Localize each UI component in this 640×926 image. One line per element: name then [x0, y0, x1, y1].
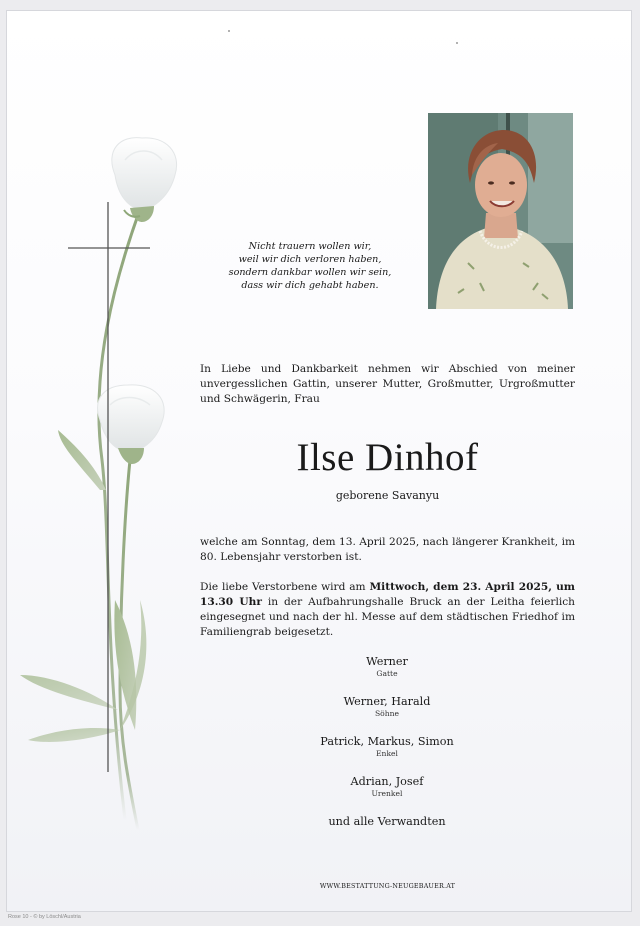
poem-line: sondern dankbar wollen wir sein,: [228, 267, 392, 278]
funeral-text-before: Die liebe Verstorbene wird am: [200, 581, 370, 593]
rose-upper: [112, 138, 177, 222]
mourner-entry: [287, 734, 487, 774]
mourner-relation: Söhne: [374, 709, 400, 718]
poem-line: Nicht trauern wollen wir,: [248, 241, 372, 252]
relatives-line: und alle Verwandten: [328, 815, 446, 828]
poem-line: dass wir dich gehabt haben.: [241, 280, 379, 291]
portrait-photo: [428, 113, 573, 309]
image-credit: Rose 10 - © by Löschl/Austria: [8, 914, 81, 920]
mourner-relation: Gatte: [376, 669, 398, 678]
deceased-name: Ilse Dinhof: [296, 436, 479, 479]
funeral-date: Mittwoch, dem 23. April 2025, um 13.30 Uhr: [200, 581, 575, 608]
mourner-entry: [287, 654, 487, 694]
mourner-name: Werner: [366, 655, 408, 668]
leaf: [114, 600, 136, 730]
mourner-entry: [287, 694, 487, 734]
paper-speck: [228, 30, 230, 32]
mourner-relation: Urenkel: [371, 789, 403, 798]
memorial-poem: [222, 240, 398, 292]
farewell-intro: In Liebe und Dankbarkeit nehmen wir Abschied von meiner unvergesslichen Gattin, unserer Mutter, Großmutter, Urgroßmutter und Schwägerin, Frau: [200, 363, 575, 405]
funeral-home-website[interactable]: WWW.BESTATTUNG-NEUGEBAUER.AT: [319, 882, 456, 890]
mourner-relation: Enkel: [376, 749, 398, 758]
portrait-illustration: [428, 113, 573, 309]
maiden-name: geborene Savanyu: [335, 489, 440, 502]
rose-cross-illustration: [20, 130, 190, 840]
mourner-name: Adrian, Josef: [350, 775, 424, 788]
death-notice: welche am Sonntag, dem 13. April 2025, nach längerer Krankheit, im 80. Lebensjahr verstorben ist.: [200, 536, 575, 563]
mourner-name: Patrick, Markus, Simon: [320, 735, 454, 748]
mourner-entry: [287, 774, 487, 814]
funeral-details: [200, 580, 575, 640]
mourners-list: [287, 654, 487, 829]
poem-line: weil wir dich verloren haben,: [238, 254, 382, 265]
funeral-text-after: in der Aufbahrungshalle Bruck an der Leitha feierlich eingesegnet und nach der hl. Messe auf dem städtischen Friedhof im Familiengrab beigesetzt.: [200, 596, 575, 638]
mourner-name: Werner, Harald: [343, 695, 431, 708]
paper-speck: [456, 42, 458, 44]
leaf: [28, 728, 120, 742]
leaf: [20, 675, 118, 710]
